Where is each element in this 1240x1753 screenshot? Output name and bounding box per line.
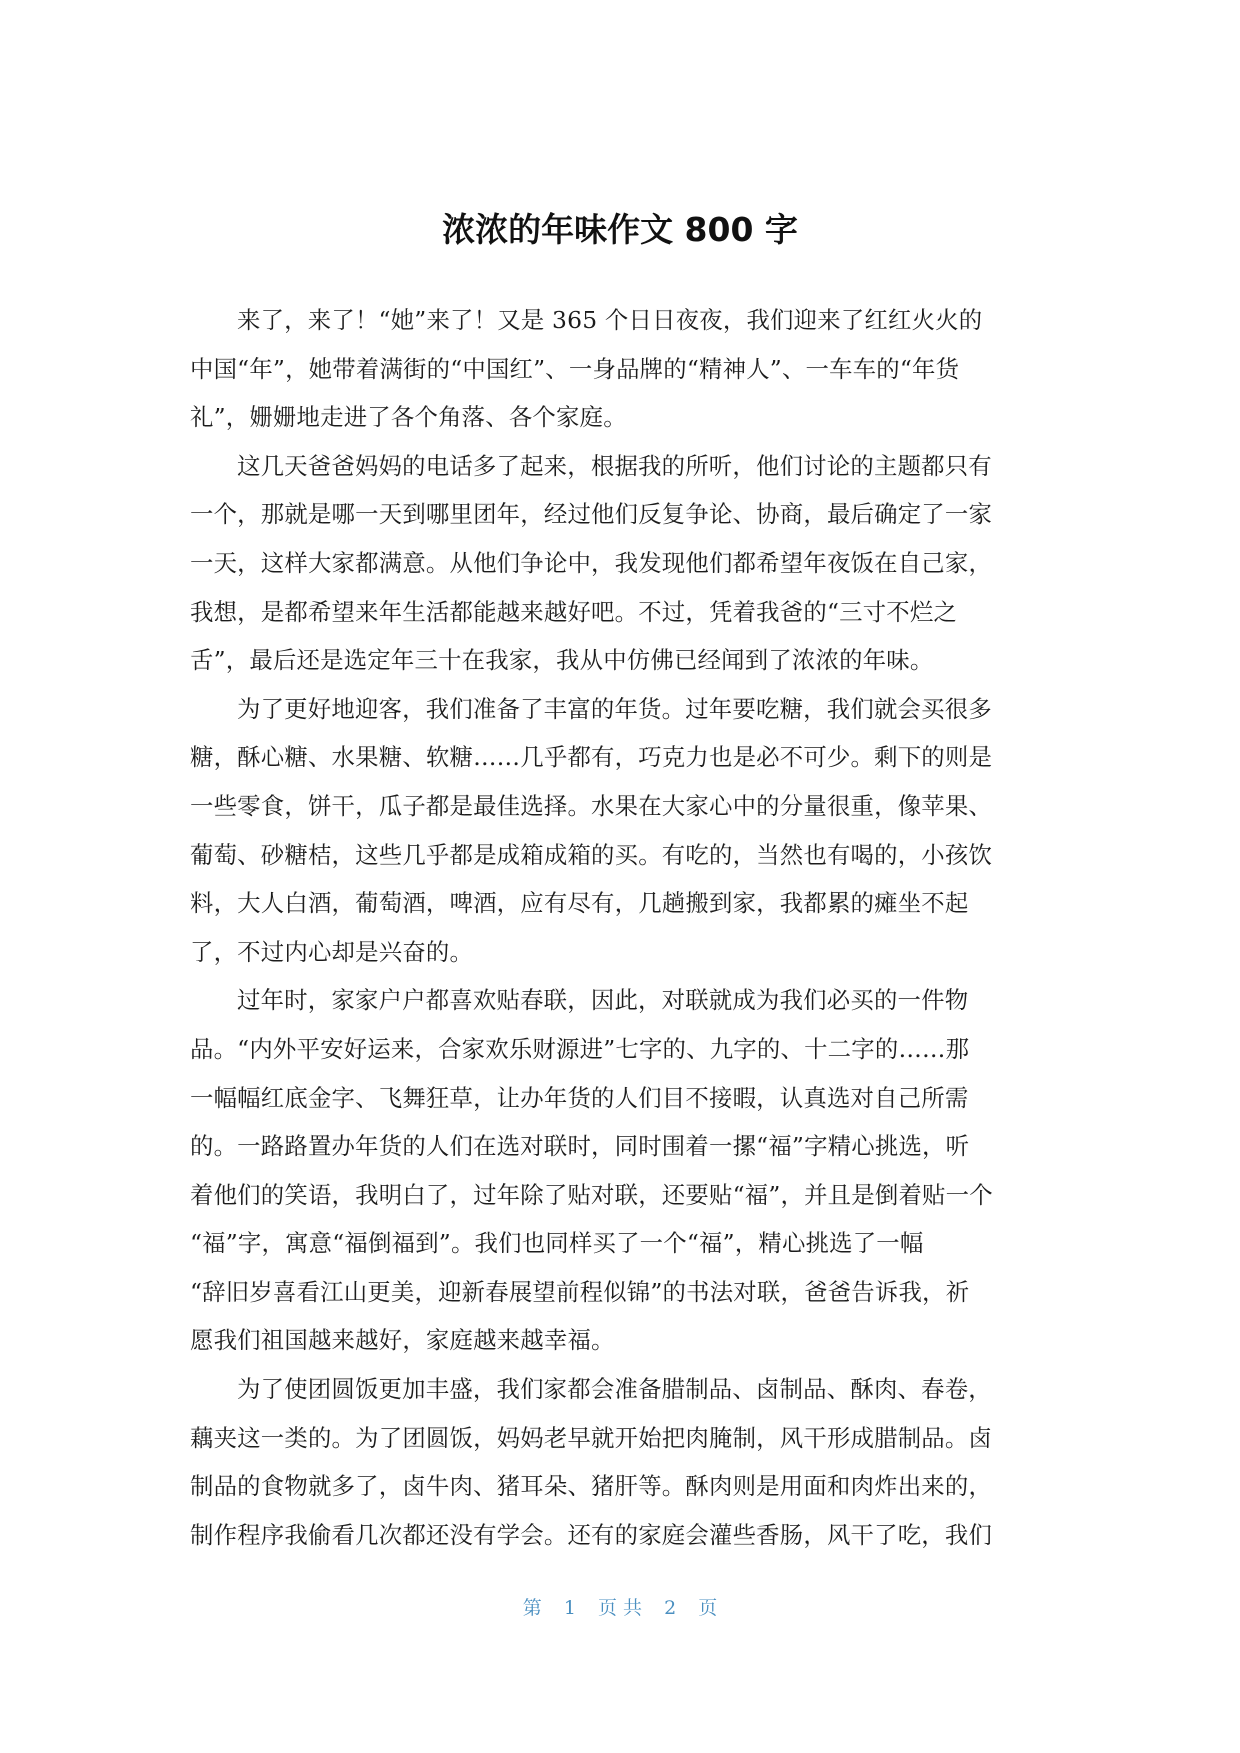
footer-prefix: 第 xyxy=(522,1597,542,1619)
text-line: 为了更好地迎客，我们准备了丰富的年货。过年要吃糖，我们就会买很多 xyxy=(237,694,992,723)
paragraph xyxy=(190,1365,1052,1559)
text-line: 这几天爸爸妈妈的电话多了起来，根据我的所听，他们讨论的主题都只有 xyxy=(237,451,992,480)
paragraph xyxy=(190,685,1052,977)
text-line: 葡萄、砂糖桔，这些几乎都是成箱成箱的买。有吃的，当然也有喝的，小孩饮 xyxy=(190,840,993,869)
text-line: 过年时，家家户户都喜欢贴春联，因此，对联就成为我们必买的一件物 xyxy=(237,986,969,1015)
text-line: 制作程序我偷看几次都还没有学会。还有的家庭会灌些香肠，风干了吃，我们 xyxy=(190,1520,993,1549)
document-body xyxy=(190,296,1052,1559)
current-page-number: 1 xyxy=(563,1597,576,1619)
text-line: 一幅幅红底金字、飞舞狂草，让办年货的人们目不接暇，认真选对自己所需 xyxy=(190,1083,969,1112)
text-line: 了，不过内心却是兴奋的。 xyxy=(190,937,474,966)
text-line: 愿我们祖国越来越好，家庭越来越幸福。 xyxy=(190,1326,615,1355)
text-line: 料，大人白酒，葡萄酒，啤酒，应有尽有，几趟搬到家，我都累的瘫坐不起 xyxy=(190,889,969,918)
paragraph xyxy=(190,442,1052,685)
text-line: 礼”，姗姗地走进了各个角落、各个家庭。 xyxy=(190,403,627,432)
text-line: 一天，这样大家都满意。从他们争论中，我发现他们都希望年夜饭在自己家， xyxy=(190,548,993,577)
total-pages-number: 2 xyxy=(664,1597,677,1619)
text-line: 糖，酥心糖、水果糖、软糖……几乎都有，巧克力也是必不可少。剩下的则是 xyxy=(190,743,993,772)
text-line: 藕夹这一类的。为了团圆饭，妈妈老早就开始把肉腌制，风干形成腊制品。卤 xyxy=(190,1423,993,1452)
footer-middle: 页 共 xyxy=(597,1597,643,1619)
text-line: 着他们的笑语，我明白了，过年除了贴对联，还要贴“福”，并且是倒着贴一个 xyxy=(190,1180,993,1209)
footer-suffix: 页 xyxy=(698,1597,718,1619)
text-line: 一个，那就是哪一天到哪里团年，经过他们反复争论、协商，最后确定了一家 xyxy=(190,500,993,529)
text-line: “福”字，寓意“福倒福到”。我们也同样买了一个“福”，精心挑选了一幅 xyxy=(190,1229,924,1258)
text-line: 制品的食物就多了，卤牛肉、猪耳朵、猪肝等。酥肉则是用面和肉炸出来的， xyxy=(190,1472,993,1501)
paragraph xyxy=(190,976,1052,1365)
page-number-footer xyxy=(0,1594,1240,1622)
text-line: 中国“年”，她带着满街的“中国红”、一身品牌的“精神人”、一车车的“年货 xyxy=(190,354,960,383)
paragraph xyxy=(190,296,1052,442)
text-line: 品。“内外平安好运来，合家欢乐财源进”七字的、九字的、十二字的……那 xyxy=(190,1034,970,1063)
text-line: 的。一路路置办年货的人们在选对联时，同时围着一摞“福”字精心挑选，听 xyxy=(190,1132,970,1161)
text-line: “辞旧岁喜看江山更美，迎新春展望前程似锦”的书法对联，爸爸告诉我，祈 xyxy=(190,1277,970,1306)
text-line: 舌”，最后还是选定年三十在我家，我从中仿佛已经闻到了浓浓的年味。 xyxy=(190,646,934,675)
text-line: 一些零食，饼干，瓜子都是最佳选择。水果在大家心中的分量很重，像苹果、 xyxy=(190,791,993,820)
text-line: 我想，是都希望来年生活都能越来越好吧。不过，凭着我爸的“三寸不烂之 xyxy=(190,597,958,626)
text-line: 来了，来了！“她”来了！又是 365 个日日夜夜，我们迎来了红红火火的 xyxy=(237,306,983,334)
document-title: 浓浓的年味作文 800 字 xyxy=(442,210,798,250)
text-line: 为了使团圆饭更加丰盛，我们家都会准备腊制品、卤制品、酥肉、春卷， xyxy=(237,1375,992,1404)
